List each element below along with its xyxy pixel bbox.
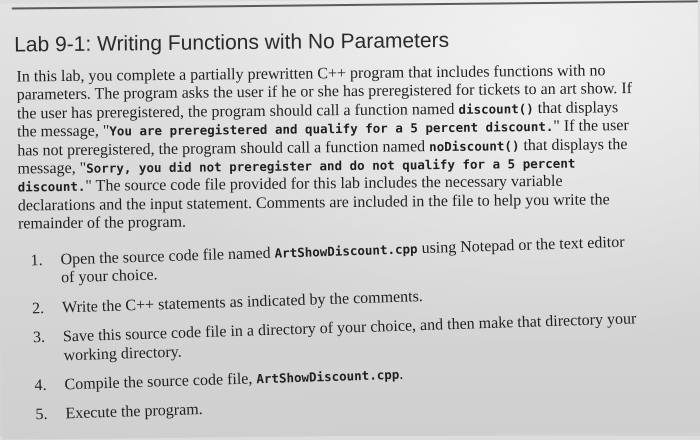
step-text: Write the C++ statements as indicated by the comments. bbox=[61, 287, 424, 317]
step-code: ArtShowDiscount.cpp bbox=[256, 366, 400, 387]
step-number: 2. bbox=[31, 299, 45, 318]
para-text: " If the user has not preregistered, the program should call a function named bbox=[17, 117, 629, 160]
step-text: . bbox=[399, 365, 404, 383]
steps-list bbox=[30, 233, 645, 436]
lab-title: Lab 9-1: Writing Functions with No Parameters bbox=[14, 28, 450, 57]
code-discount: discount() bbox=[458, 100, 534, 117]
top-rule bbox=[12, 0, 698, 9]
para-text: In this lab, you complete a partially prewritten C++ program that includes functions with no parameters. The program asks the user if he or she has preregistered for tickets to an art show. If the user has preregistered, the program should call a function named bbox=[16, 62, 633, 123]
step-number: 1. bbox=[30, 251, 43, 270]
para-text: that displays the message, " bbox=[16, 98, 619, 141]
step-text: Compile the source code file, bbox=[64, 370, 257, 394]
step-item bbox=[35, 388, 645, 426]
step-number: 5. bbox=[35, 406, 48, 424]
step-number: 4. bbox=[34, 376, 47, 395]
step-text: Execute the program. bbox=[65, 401, 203, 423]
instructions-paragraph bbox=[16, 62, 642, 234]
step-item bbox=[30, 233, 641, 289]
step-text: Save this source code file in a directory of your choice, and then make that directory your working directory. bbox=[62, 310, 637, 364]
para-text: that displays the message, " bbox=[17, 135, 628, 178]
para-text: " The source code file provided for this lab includes the necessary variable declarations and the input statement. Comments are included in the file to help you write the remainder of the program. bbox=[17, 173, 610, 233]
step-text: Open the source code file named bbox=[60, 244, 275, 269]
step-code: ArtShowDiscount.cpp bbox=[274, 241, 418, 261]
code-message-nodiscount: Sorry, you did not preregister and do not qualify for a 5 percent discount. bbox=[17, 155, 576, 195]
step-item bbox=[33, 310, 644, 366]
step-text: using Notepad or the text editor of your choice. bbox=[60, 233, 625, 287]
code-message-discount: You are preregistered and qualify for a 5 percent discount. bbox=[109, 119, 554, 139]
step-number: 3. bbox=[32, 329, 46, 347]
code-nodiscount: noDiscount() bbox=[429, 137, 520, 154]
